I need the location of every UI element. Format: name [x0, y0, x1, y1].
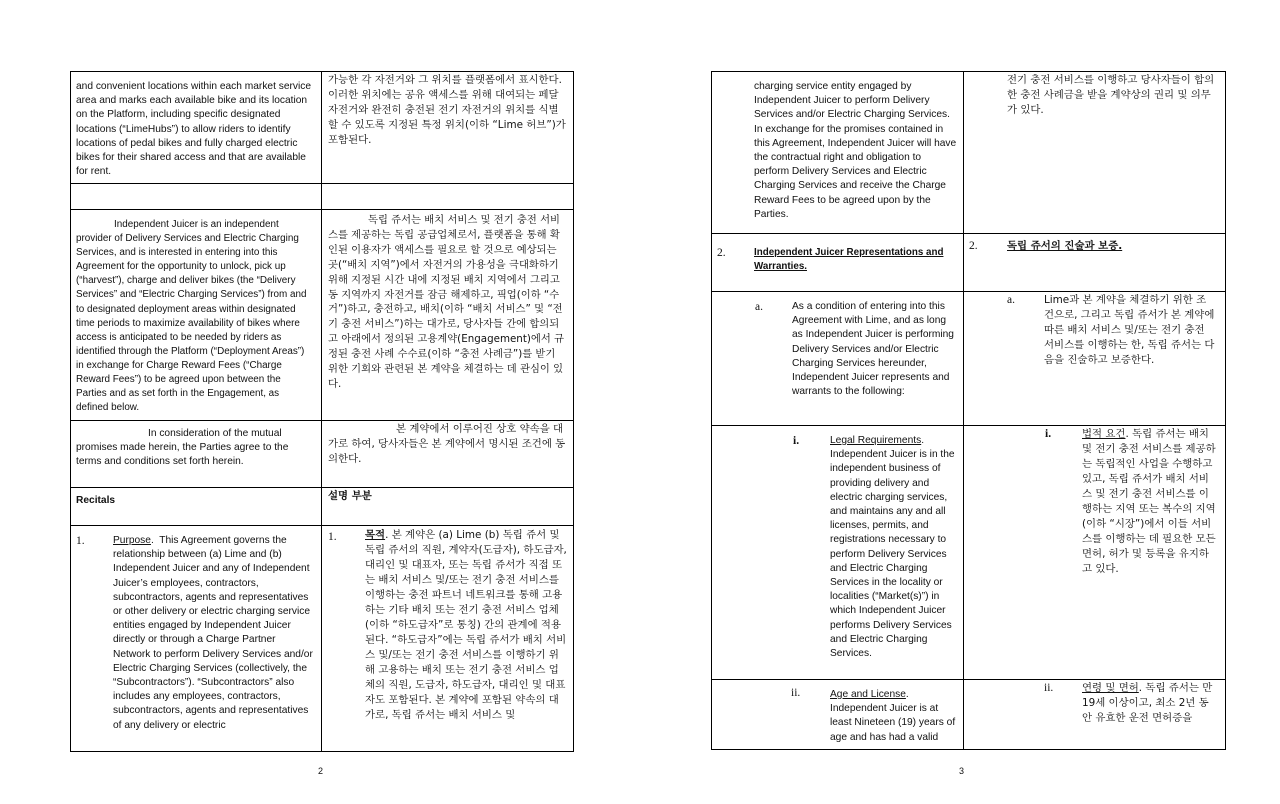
english-cell	[71, 184, 322, 210]
korean-cell	[322, 184, 574, 210]
page-number: 3	[959, 766, 965, 776]
item-numeral: i.	[1045, 428, 1052, 440]
english-cell	[71, 488, 322, 526]
section-heading-korean: 독립 쥬서의 진술과 보증.	[1007, 240, 1123, 252]
english-cell	[71, 72, 322, 184]
recitals-heading: Recitals	[76, 495, 116, 506]
table-row	[71, 72, 574, 184]
korean-cell	[322, 210, 574, 421]
table-row	[712, 680, 1226, 750]
section-heading-korean: 목적	[365, 529, 386, 541]
subsection-letter: a.	[755, 301, 763, 313]
table-row	[712, 72, 1226, 234]
english-cell	[712, 292, 964, 426]
korean-text: Lime과 본 계약을 체결하기 위한 조건으로, 그리고 독립 쥬서가 본 계약에 따른 배치 서비스 및/또는 전기 충전 서비스를 이행하는 한, 독립 쥬서는 다음을 진술하고 보증한다.	[1044, 294, 1215, 366]
table-row	[71, 526, 574, 752]
korean-text: 본 계약에서 이루어진 상호 약속을 대가로 하여, 당사자들은 본 계약에서 명시된 조건에 동의한다.	[328, 423, 566, 465]
section-number: 1.	[328, 531, 337, 543]
english-cell	[71, 526, 322, 752]
subsection-letter: a.	[1007, 294, 1015, 306]
item-numeral: ii.	[1044, 682, 1054, 694]
item-numeral: ii.	[791, 687, 801, 699]
korean-text: 연령 및 면허. 독립 쥬서는 만 19세 이상이고, 최소 2년 동안 유효한 운전 면허증을	[1082, 682, 1213, 724]
section-heading: Purpose	[113, 535, 151, 546]
table-row-empty	[71, 184, 574, 210]
table-row	[71, 210, 574, 421]
table-row	[71, 421, 574, 488]
english-text: Independent Juicer is an independent provider of Delivery Services and Electric Charging Services, and is interested in entering into this Agreement for the opportunity to unlock, pick up (“harvest”), charge and deliver bikes (the “Delivery Services” and “Electric Charging Services”) from and to designated deployment areas within designated time periods to maximize availability of bikes where access is anticipated to be needed by riders as identified through the Platform (“Deployment Areas”) in exchange for Charge Reward Fees (“Charge Reward Fees”) to be agreed upon between the Parties and as set forth in the Engagement, as defined below.	[76, 219, 307, 414]
item-heading: Legal Requirements	[830, 435, 922, 446]
english-text: Purpose. This Agreement governs the relationship between (a) Lime and (b) Independent Juicer and any of Independent Juicer’s employees, contractors, subcontractors, agents and representatives or other delivery or electric charging service entities engaged by Independent Juicer directly or through a Charge Partner Network to perform Delivery Services and/or Electric Charging Services (collectively, the “Subcontractors”). “Subcontractors” also includes any employees, contractors, subcontractors, agents and representatives of any delivery or electric	[113, 535, 313, 731]
item-numeral: i.	[793, 435, 800, 447]
page-number: 2	[318, 766, 324, 776]
english-text: As a condition of entering into this Agreement with Lime, and as long as Independent Juicer is performing Delivery Services and/or Electric Charging Services hereunder, Independent Juicer represents and warrants to the following:	[792, 301, 954, 398]
section-number: 2.	[969, 240, 978, 252]
english-text: charging service entity engaged by Independent Juicer to perform Delivery Services and/or Electric Charging Services. In exchange for the promises contained in this Agreement, Independent Juicer will have the contractual right and obligation to perform Delivery Services and Electric Charging Services and receive the Charge Reward Fees to be agreed upon by the Parties.	[754, 81, 957, 220]
english-cell	[71, 421, 322, 488]
english-text: In consideration of the mutual promises made herein, the Parties agree to the terms and conditions set forth herein.	[76, 428, 289, 468]
korean-cell	[322, 488, 574, 526]
korean-text: 법적 요건. 독립 쥬서는 배치 및 전기 충전 서비스를 제공하는 독립적인 사업을 수행하고 있고, 독립 쥬서가 배치 서비스 및 전기 충전 서비스를 이행하는 지역 또는 복수의 지역(이하 “시장”)에서 이들 서비스를 이행하는 데 필요한 모든 면허, 허가 및 등록을 유지하고 있다.	[1082, 428, 1216, 575]
korean-cell	[322, 72, 574, 184]
bilingual-contract-table	[711, 71, 1226, 750]
korean-text: 목적. 본 계약은 (a) Lime (b) 독립 쥬서 및 독립 쥬서의 직원, 계약자(도급자), 하도급자, 대리인 및 대표자, 또는 독립 쥬서가 직접 또는 배치 서비스 및/또는 전기 충전 서비스를 이행하는 충전 파트너 네트워크를 통해 고용하는 기타 배치 또는 전기 충전 서비스 업체(이하 “하도급자”로 통칭) 간의 관계에 적용된다. “하도급자”에는 독립 쥬서가 배치 서비스 및/또는 전기 충전 서비스를 이행하기 위해 고용하는 배치 또는 전기 충전 서비스 업체의 직원, 도급자, 하도급자, 대리인 및 대표자도 포함된다. 본 계약에 포함된 약속의 대가로, 독립 쥬서는 배치 서비스 및	[365, 529, 567, 721]
korean-cell	[964, 426, 1226, 680]
section-number: 1.	[76, 535, 85, 547]
english-text: and convenient locations within each market service area and marks each available bike and its location on the Platform, including specific designated locations (“LimeHubs”) to allow riders to identify locations of pedal bikes and fully charged electric bikes for their shared access and that are available for rent.	[76, 81, 312, 178]
table-row	[712, 292, 1226, 426]
korean-cell	[964, 292, 1226, 426]
korean-cell	[964, 234, 1226, 292]
recitals-heading-korean: 설명 부분	[328, 490, 372, 502]
english-cell	[712, 234, 964, 292]
bilingual-contract-table	[70, 71, 574, 752]
table-row-recitals	[71, 488, 574, 526]
english-text: Age and License. Independent Juicer is at least Nineteen (19) years of age and has had a valid	[830, 689, 956, 743]
english-cell	[712, 72, 964, 234]
section-number: 2.	[717, 247, 726, 259]
item-heading-korean: 연령 및 면허	[1082, 682, 1139, 694]
korean-text: 전기 충전 서비스를 이행하고 당사자들이 합의한 충전 사례금을 받을 계약상의 권리 및 의무가 있다.	[1007, 74, 1215, 116]
korean-text: 독립 쥬서는 배치 서비스 및 전기 충전 서비스를 제공하는 독립 공급업체로서, 플랫폼을 통해 확인된 이용자가 액세스를 필요로 할 것으로 예상되는 곳(“배치 지역”)에서 자전거의 가용성을 극대화하기 위해 지정된 시간 내에 지정된 배치 지역에서 그리고 동 지역까지 자전거를 잠금 해제하고, 픽업(이하 “수거”)하고, 충전하고, 배치(이하 “배치 서비스” 및 “전기 충전 서비스”)하는 대가로, 당사자들 간에 합의되고 아래에서 정의된 고용계약(Engagement)에서 규정된 충전 사례 수수료(이하 “충전 사례금”)를 받기 위한 기회와 관련된 본 계약을 체결하는 데 관심이 있다.	[328, 214, 565, 390]
document-page-3	[640, 0, 1280, 804]
korean-cell	[964, 72, 1226, 234]
english-text: Legal Requirements. Independent Juicer is in the independent business of providing delivery and electric charging services, and maintains any and all licenses, permits, and registrations necessary to perform Delivery Services and Electric Charging Services in the locality or localities (“Market(s)”) in which Independent Juicer performs Delivery Services and Electric Charging Services.	[830, 435, 955, 660]
table-row	[712, 234, 1226, 292]
english-cell	[71, 210, 322, 421]
item-heading: Age and License	[830, 689, 906, 700]
section-heading: Independent Juicer Representations and Warranties.	[754, 247, 944, 273]
korean-cell	[322, 421, 574, 488]
korean-cell	[964, 680, 1226, 750]
korean-text: 가능한 각 자전거와 그 위치를 플랫폼에서 표시한다. 이러한 위치에는 공유 액세스를 위해 대여되는 페달 자전거와 완전히 충전된 전기 자전거의 위치를 식별할 수 있도록 지정된 특정 위치(이하 “Lime 허브”)가 포함된다.	[328, 74, 566, 146]
english-cell	[712, 680, 964, 750]
table-row	[712, 426, 1226, 680]
item-heading-korean: 법적 요건	[1082, 428, 1126, 440]
english-cell	[712, 426, 964, 680]
korean-cell	[322, 526, 574, 752]
